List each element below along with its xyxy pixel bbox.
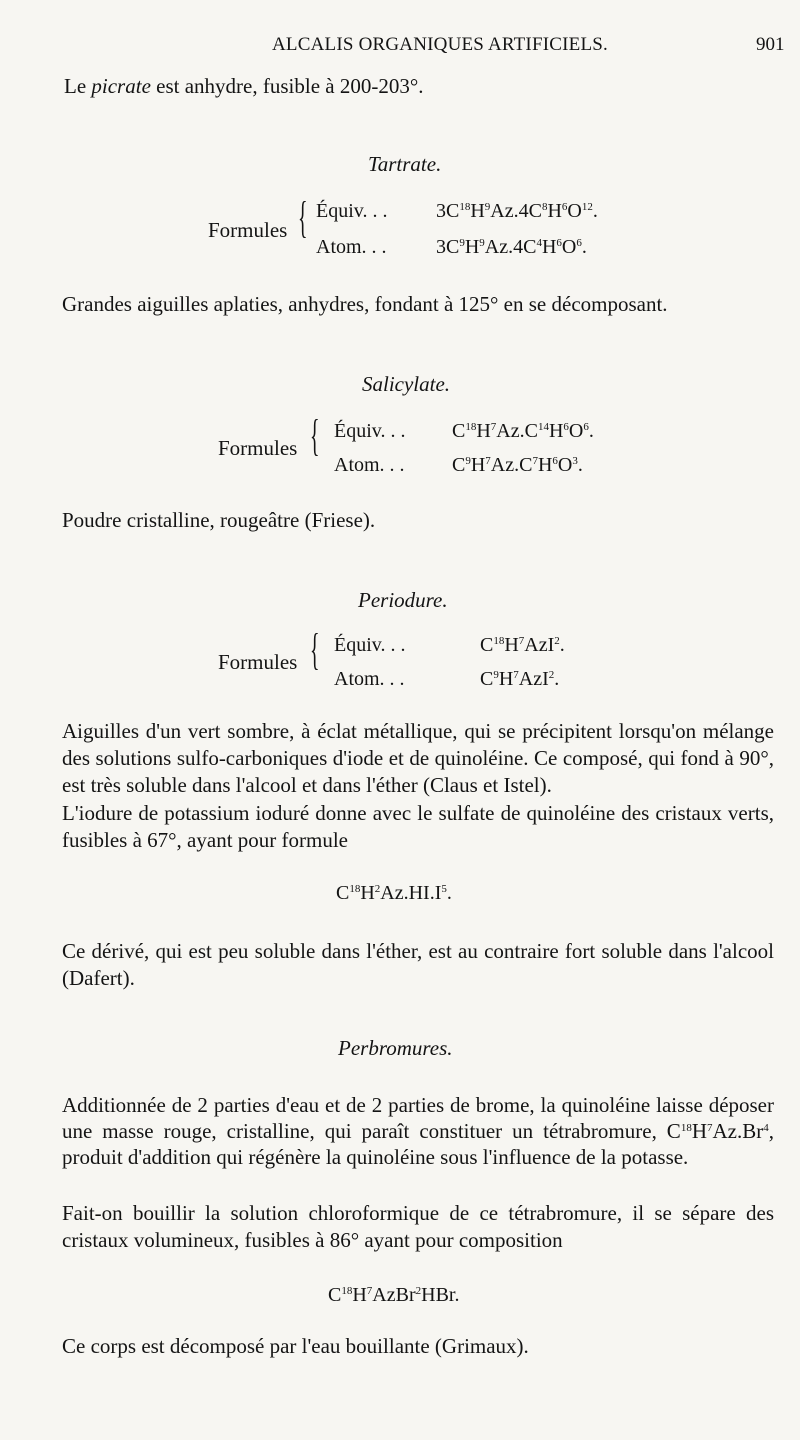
salicylate-atom-label: Atom. . . (334, 454, 405, 476)
salicylate-equiv-label: Équiv. . . (334, 420, 406, 442)
periodure-paragraph-1: Aiguilles d'un vert sombre, à éclat métallique, qui se précipitent lorsqu'on mélange des solutions sulfo-carboniques d'iode et de quinoléine. Ce composé, qui fond à 90°, est très soluble dans l'alcool et dans l'éther (Claus et Istel). (62, 719, 774, 797)
tartrate-description: Grandes aiguilles aplaties, anhydres, fondant à 125° en se décomposant. (62, 292, 668, 316)
perbromures-formula: $C^{18}H^7AzBr^2HBr$. (328, 1284, 460, 1306)
perbromures-title: Perbromures. (338, 1036, 453, 1060)
tartrate-formulas-label: Formules (208, 218, 288, 242)
salicylate-formulas-label: Formules (218, 436, 298, 460)
periodure-formula: $C^{18}H^2Az.HI.I^5$. (336, 882, 452, 904)
picrate-line (64, 74, 423, 99)
salicylate-brace: { (310, 411, 320, 460)
perbromures-paragraph-2: Fait-on bouillir la solution chloroformique de ce tétrabromure, il se sépare des cristaux volumineux, fusibles à 86° ayant pour composition (62, 1201, 774, 1252)
tartrate-brace: { (298, 193, 308, 242)
periodure-paragraph-2: L'iodure de potassium ioduré donne avec le sulfate de quinoléine des cristaux verts, fusibles à 67°, ayant pour formule (62, 801, 774, 852)
periodure-formulas-label: Formules (218, 650, 298, 674)
picrate-text: est anhydre, fusible à 200-203°. (156, 74, 424, 98)
tartrate-atom-formula: $3C^9H^9Az.4C^4H^6O^6$. (436, 236, 587, 258)
page-number: 901 (756, 34, 785, 55)
perbromures-paragraph-1: Additionnée de 2 parties d'eau et de 2 parties de brome, la quinoléine laisse déposer une masse rouge, cristalline, qui paraît constituer un tétrabromure, $C^{18}H^7Az.Br^4$, produit d'addition qui régénère la quinoléine sous l'influence de la potasse. (62, 1093, 774, 1169)
periodure-brace: { (310, 625, 320, 674)
periodure-equiv-formula: $C^{18}H^7AzI^2$. (480, 634, 565, 656)
periodure-atom-formula: $C^9H^7AzI^2$. (480, 668, 560, 690)
salicylate-title: Salicylate. (362, 372, 451, 396)
running-header: ALCALIS ORGANIQUES ARTIFICIELS. (272, 34, 608, 55)
salicylate-description: Poudre cristalline, rougeâtre (Friese). (62, 508, 376, 532)
periodure-atom-label: Atom. . . (334, 668, 405, 690)
tartrate-equiv-label: Équiv. . . (316, 200, 388, 222)
periodure-equiv-label: Équiv. . . (334, 634, 406, 656)
picrate-label: Le (64, 74, 87, 98)
tartrate-equiv-formula: $3C^{18}H^9Az.4C^8H^6O^{12}$. (436, 200, 598, 222)
perbromures-paragraph-3: Ce corps est décomposé par l'eau bouillante (Grimaux). (62, 1334, 529, 1358)
salicylate-atom-formula: $C^9H^7Az.C^7H^6O^3$. (452, 454, 583, 476)
tartrate-title: Tartrate. (368, 152, 442, 176)
salicylate-equiv-formula: $C^{18}H^7Az.C^{14}H^6O^6$. (452, 420, 594, 442)
periodure-paragraph-3: Ce dérivé, qui est peu soluble dans l'éther, est au contraire fort soluble dans l'alcool (Dafert). (62, 939, 774, 990)
picrate-name: picrate (91, 74, 151, 98)
tartrate-atom-label: Atom. . . (316, 236, 387, 258)
periodure-title: Periodure. (358, 588, 448, 612)
